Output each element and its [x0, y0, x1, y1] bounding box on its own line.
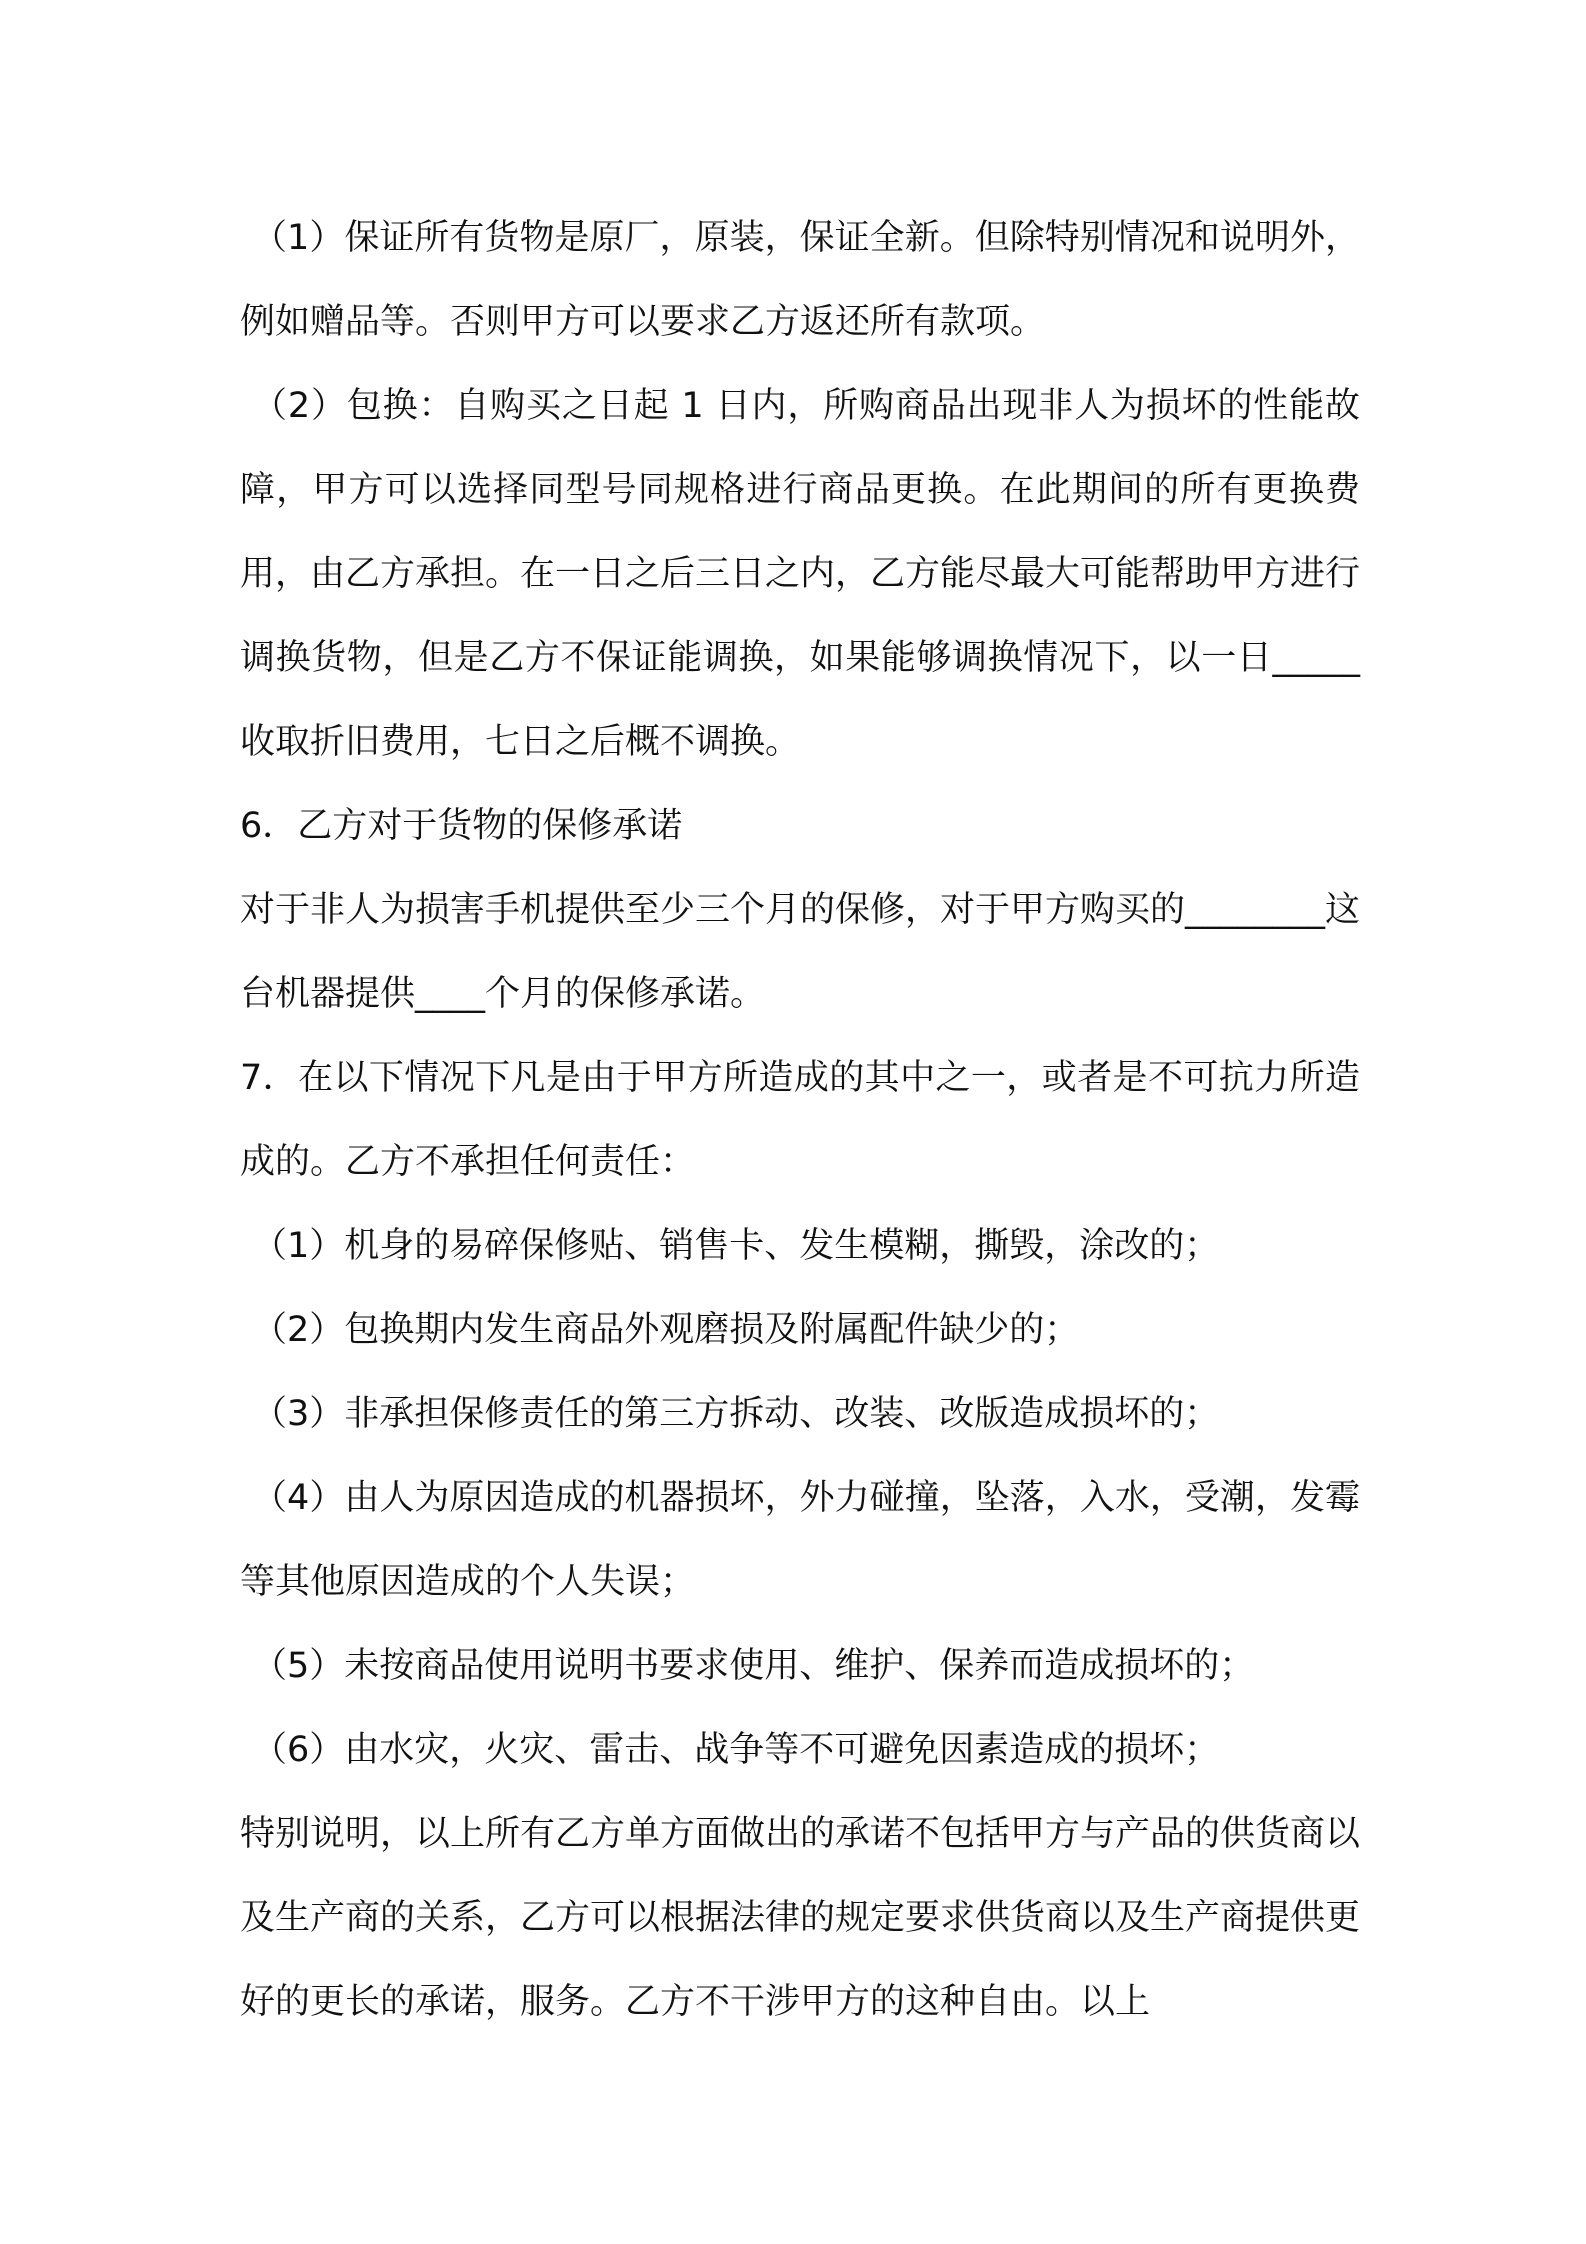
clause-7-item-1: （1）机身的易碎保修贴、销售卡、发生模糊，撕毁，涂改的； [252, 1226, 1220, 1266]
clause-5-item-1: （1）保证所有货物是原厂，原装，保证全新。但除特别情况和说明外，例如赠品等。否则甲方可以要求乙方返还所有款项。 [240, 218, 1360, 342]
clause-5-item-2: （2）包换：自购买之日起 1 日内，所购商品出现非人为损坏的性能故障，甲方可以选择同型号同规格进行商品更换。在此期间的所有更换费用，由乙方承担。在一日之后三日之内，乙方能尽最大可能帮助甲方进行调换货物，但是乙方不保证能调换，如果能够调换情况下，以一日_____收取折旧费用，七日之后概不调换。 [240, 386, 1361, 762]
clause-6-heading: 6．乙方对于货物的保修承诺 [240, 806, 683, 846]
clause-6-body: 对于非人为损害手机提供至少三个月的保修，对于甲方购买的________这台机器提供____个月的保修承诺。 [240, 890, 1361, 1014]
clause-7-item-2: （2）包换期内发生商品外观磨损及附属配件缺少的； [252, 1310, 1080, 1350]
clause-7-item-3: （3）非承担保修责任的第三方拆动、改装、改版造成损坏的； [252, 1394, 1220, 1434]
clause-7-heading: 7．在以下情况下凡是由于甲方所造成的其中之一，或者是不可抗力所造成的。乙方不承担任何责任： [240, 1058, 1360, 1182]
clause-7-item-6: （6）由水灾，火灾、雷击、战争等不可避免因素造成的损坏； [252, 1730, 1220, 1770]
clause-7-item-4: （4）由人为原因造成的机器损坏，外力碰撞，坠落，入水，受潮，发霉等其他原因造成的个人失误； [240, 1478, 1360, 1602]
clause-7-item-5: （5）未按商品使用说明书要求使用、维护、保养而造成损坏的； [252, 1646, 1255, 1686]
special-note: 特别说明，以上所有乙方单方面做出的承诺不包括甲方与产品的供货商以及生产商的关系，乙方可以根据法律的规定要求供货商以及生产商提供更好的更长的承诺，服务。乙方不干涉甲方的这种自由。以上 [240, 1814, 1361, 2022]
document-body [240, 196, 1360, 2044]
